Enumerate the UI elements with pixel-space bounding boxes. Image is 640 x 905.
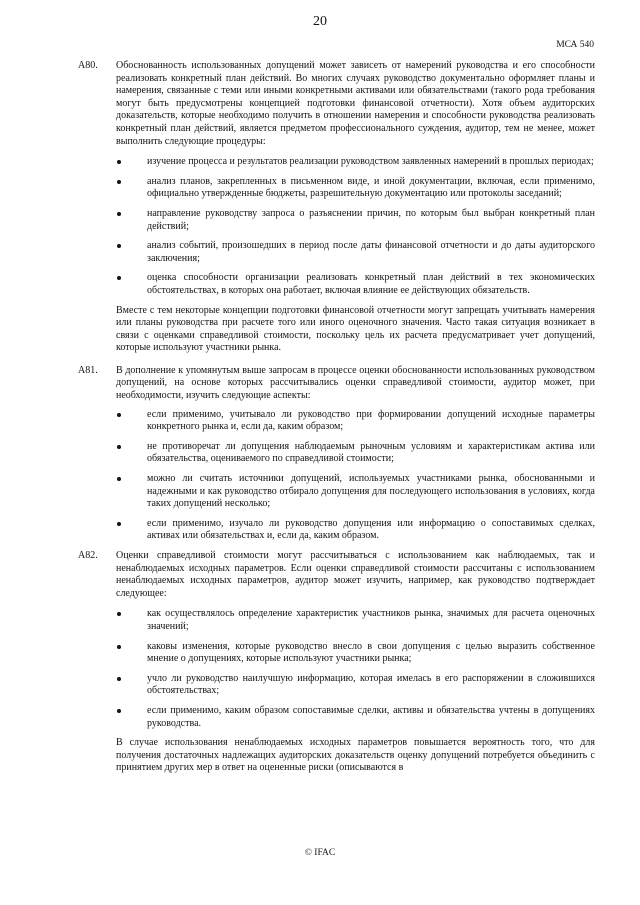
document-body xyxy=(78,60,595,785)
bullet-list xyxy=(116,156,595,297)
list-item xyxy=(116,240,595,265)
bullet-icon xyxy=(117,413,121,417)
paragraph-number: A82. xyxy=(78,550,98,561)
list-item-text: как осуществлялось определение характеристик участников рынка, значимых для расчета оценочных значений; xyxy=(147,608,595,632)
paragraph-number: A80. xyxy=(78,60,98,71)
list-item xyxy=(116,673,595,698)
bullet-icon xyxy=(117,276,121,280)
paragraph-a82 xyxy=(78,550,595,600)
list-item xyxy=(116,705,595,730)
bullet-icon xyxy=(117,645,121,649)
list-item xyxy=(116,272,595,297)
copyright-footer: © IFAC xyxy=(304,848,336,858)
bullet-icon xyxy=(117,160,121,164)
bullet-icon xyxy=(117,244,121,248)
bullet-icon xyxy=(117,477,121,481)
bullet-icon xyxy=(117,212,121,216)
bullet-icon xyxy=(117,180,121,184)
paragraph-intro: Оценки справедливой стоимости могут рассчитываться с использованием как наблюдаемых, так и ненаблюдаемых исходных параметров. Если оценки справедливой стоимости рассчитаны с использованием ненаблюдаемых исходных параметров, аудитор может изучить, например, как руководство подтверждает следующее: xyxy=(116,550,595,599)
bullet-icon xyxy=(117,677,121,681)
list-item xyxy=(116,409,595,434)
bullet-list xyxy=(116,409,595,543)
list-item-text: каковы изменения, которые руководство внесло в свои допущения с целью выразить собственное мнение о допущениях, которые используют участники рынка; xyxy=(147,640,595,665)
paragraph-a80 xyxy=(78,60,595,148)
bullet-icon xyxy=(117,612,121,616)
paragraph-intro: Обоснованность использованных допущений может зависеть от намерений руководства и его способности реализовать конкретный план действий. Во многих случаях руководство документально оформляет планы и намерения, связанные с теми или иными конкретными активами или обязательствами (такого рода требования могут быть предусмотрены концепцией подготовки финансовой отчетности). Хотя объем аудиторских доказательств, которые необходимо получить в отношении намерения и способности руководства реализовать конкретный план действий, является предметом профессионального суждения, аудитор, тем не менее, может выполнить следующие процедуры: xyxy=(116,60,595,147)
paragraph-intro: В дополнение к упомянутым выше запросам в процессе оценки обоснованности использованных руководством допущений, на основе которых рассчитывались оценки справедливой стоимости, аудитор может, при необходимости, изучить следующие аспекты: xyxy=(116,364,595,402)
list-item xyxy=(116,176,595,201)
list-item xyxy=(116,156,595,169)
bullet-icon xyxy=(117,709,121,713)
paragraph-closing: Вместе с тем некоторые концепции подготовки финансовой отчетности могут запрещать учитывать намерения или планы руководства при расчете того или иного оценочного значения. Часто такая ситуация возникает в связи с оценками справедливой стоимости, поскольку цель их расчета предусматривает учет допущений, которые используют участники рынка. xyxy=(116,304,595,354)
list-item-text: анализ планов, закрепленных в письменном виде, и иной документации, включая, если применимо, официально утвержденные бюджеты, разрешительную документацию или протоколы заседаний; xyxy=(147,175,595,200)
paragraph-number: A81. xyxy=(78,364,98,376)
paragraph-closing: В случае использования ненаблюдаемых исходных параметров повышается вероятность того, что для получения достаточных надлежащих аудиторских доказательств оценку допущений потребуется объединить с принятием других мер в ответ на оцененные риски (описываются в xyxy=(116,737,595,774)
list-item xyxy=(116,608,595,633)
list-item-text: можно ли считать источники допущений, используемых участниками рынка, обоснованными и надежными и как руководство отбирало допущения для последующего использования в условиях, когда таких допущений несколько; xyxy=(147,473,595,510)
list-item xyxy=(116,473,595,511)
list-item xyxy=(116,641,595,666)
bullet-list xyxy=(116,608,595,730)
list-item xyxy=(116,208,595,233)
list-item-text: направление руководству запроса о разъяснении причин, по которым был выбран конкретный план действий; xyxy=(147,207,595,232)
bullet-icon xyxy=(117,522,121,526)
list-item-text: если применимо, учитывало ли руководство при формировании допущений исходные параметры конкретного рынка и, если да, каким образом; xyxy=(147,408,595,433)
standard-reference: МСА 540 xyxy=(556,40,594,50)
list-item xyxy=(116,518,595,543)
list-item-text: изучение процесса и результатов реализации руководством заявленных намерений в прошлых периодах; xyxy=(147,156,594,168)
paragraph-a81 xyxy=(78,364,595,403)
list-item-text: учло ли руководство наилучшую информацию, которая имелась в его распоряжении в сложившихся обстоятельствах; xyxy=(147,672,595,697)
list-item xyxy=(116,441,595,466)
list-item-text: если применимо, изучало ли руководство допущения или информацию о сопоставимых сделках, активах или обязательствах и, если да, каким образом. xyxy=(147,517,595,542)
list-item-text: если применимо, каким образом сопоставимые сделки, активы и обязательства учтены в допущениях руководства. xyxy=(147,704,595,729)
bullet-icon xyxy=(117,445,121,449)
list-item-text: не противоречат ли допущения наблюдаемым рыночным условиям и характеристикам актива или обязательства, оцениваемого по справедливой стоимости; xyxy=(147,440,595,465)
list-item-text: оценка способности организации реализовать конкретный план действий в тех экономических обстоятельствах, в которых она работает, включая влияние ее действующих обязательств. xyxy=(147,272,595,296)
list-item-text: анализ событий, произошедших в период после даты финансовой отчетности и до даты аудиторского заключения; xyxy=(147,240,595,264)
page-number: 20 xyxy=(313,14,327,29)
